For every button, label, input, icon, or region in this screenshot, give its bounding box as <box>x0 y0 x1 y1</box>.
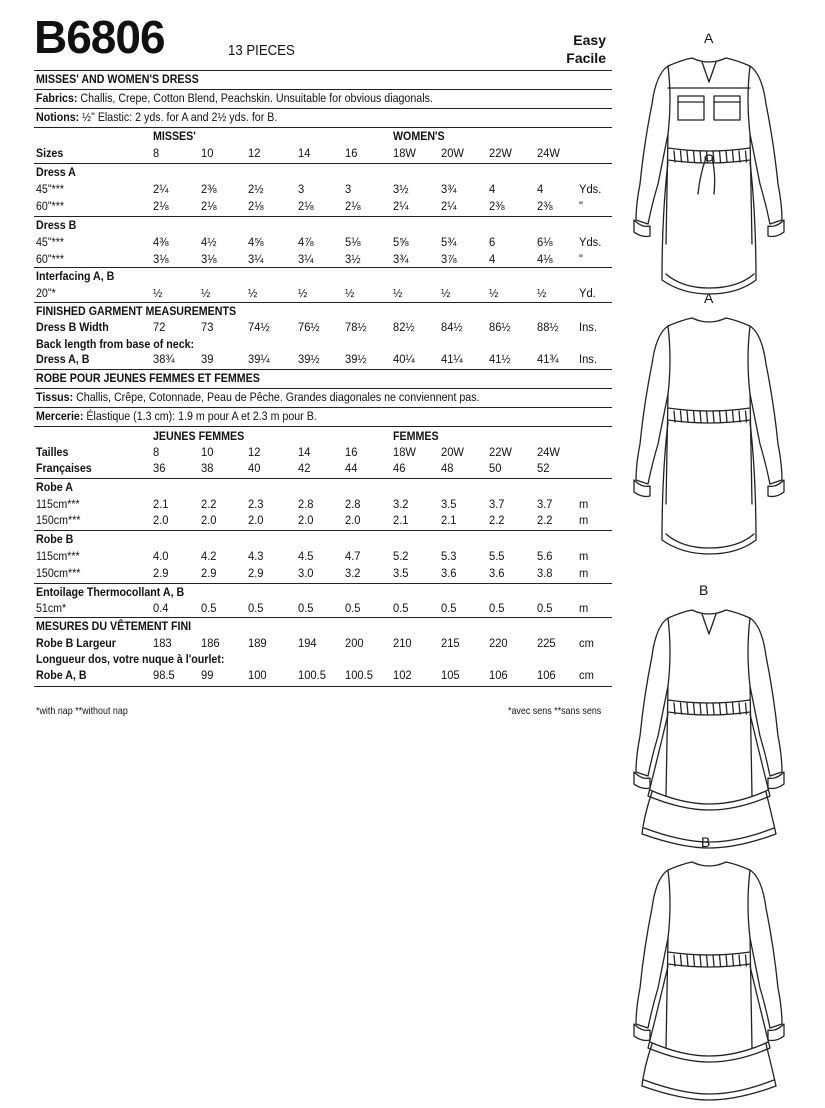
row-value-cell: 3.5 <box>393 566 409 580</box>
row-value-cell: 186 <box>201 636 220 650</box>
row-value-cell: 0.5 <box>489 601 505 615</box>
row-label: 115cm*** <box>36 549 80 563</box>
row-unit: m <box>579 601 589 615</box>
row-label: Dress A, B <box>36 352 90 366</box>
francaise-header-cell: 38 <box>201 461 214 475</box>
row-value-cell: 38¾ <box>153 352 175 366</box>
row-value-cell: 2⅛ <box>201 199 217 213</box>
francaise-header-cell: 50 <box>489 461 502 475</box>
view-letter-2: A <box>704 290 714 306</box>
row-label: 45"*** <box>36 235 65 249</box>
row-value-cell: 0.4 <box>153 601 169 615</box>
row-value-cell: 2.3 <box>248 497 264 511</box>
row-value-cell: 78½ <box>345 320 367 334</box>
row-value-cell: 220 <box>489 636 508 650</box>
row-value-cell: 0.5 <box>345 601 361 615</box>
row-value-cell: 2⅛ <box>153 199 169 213</box>
size-header-cell: 12 <box>248 146 261 160</box>
row-unit: cm <box>579 636 594 650</box>
row-value-cell: 6 <box>489 235 496 249</box>
rule <box>34 89 612 90</box>
footnote-fr: *avec sens **sans sens <box>508 705 602 717</box>
row-value-cell: 4.0 <box>153 549 169 563</box>
size-header-cell: 16 <box>345 146 358 160</box>
row-unit: Yds. <box>579 235 602 249</box>
row-value-cell: 39 <box>201 352 214 366</box>
row-value-cell: 2.2 <box>489 513 505 527</box>
row-value-cell: 2.0 <box>201 513 217 527</box>
row-unit: Yds. <box>579 182 602 196</box>
row-label: MESURES DU VÊTEMENT FINI <box>36 619 192 633</box>
fabrics-line-en-label: Fabrics: <box>36 91 78 105</box>
section-title-fr: ROBE POUR JEUNES FEMMES ET FEMMES <box>36 371 260 385</box>
row-value-cell: 210 <box>393 636 412 650</box>
difficulty-fr: Facile <box>566 50 606 66</box>
taille-header-cell: 22W <box>489 445 512 459</box>
row-value-cell: 2¼ <box>153 182 169 196</box>
row-value-cell: 98.5 <box>153 668 175 682</box>
row-value-cell: 100.5 <box>345 668 373 682</box>
row-value-cell: 2.8 <box>345 497 361 511</box>
row-value-cell: ½ <box>248 286 258 300</box>
size-header-cell: 10 <box>201 146 214 160</box>
row-value-cell: 41¼ <box>441 352 463 366</box>
row-unit: m <box>579 549 589 563</box>
row-value-cell: 0.5 <box>201 601 217 615</box>
row-value-cell: 2.0 <box>153 513 169 527</box>
row-value-cell: 4 <box>489 182 496 196</box>
row-value-cell: 2¼ <box>393 199 409 213</box>
row-label: Robe A <box>36 480 73 494</box>
view-letter-1: A <box>704 30 714 46</box>
row-value-cell: 200 <box>345 636 364 650</box>
taille-header-cell: 24W <box>537 445 560 459</box>
row-value-cell: 3½ <box>345 252 361 266</box>
rule-bottom <box>34 686 612 687</box>
row-value-cell: 3¾ <box>441 182 457 196</box>
group-womens: WOMEN'S <box>393 129 445 143</box>
row-label: 115cm*** <box>36 497 80 511</box>
row-value-cell: 0.5 <box>393 601 409 615</box>
francaise-header-cell: 42 <box>298 461 311 475</box>
row-value-cell: 5.6 <box>537 549 553 563</box>
row-label: Robe B <box>36 532 74 546</box>
fabrics-line-en <box>36 91 433 105</box>
row-value-cell: 2⅛ <box>345 199 361 213</box>
fabrics-line-fr-text: Challis, Crêpe, Cotonnade, Peau de Pêche. Grandes diagonales ne conviennent pas. <box>76 390 480 404</box>
row-value-cell: 4⅛ <box>537 252 553 266</box>
rule <box>34 478 612 479</box>
row-value-cell: 0.5 <box>537 601 553 615</box>
row-value-cell: 3.8 <box>537 566 553 580</box>
group-jeunes-femmes: JEUNES FEMMES <box>153 429 245 443</box>
notions-line-en <box>36 110 277 124</box>
row-value-cell: 86½ <box>489 320 511 334</box>
row-value-cell: 3.7 <box>537 497 553 511</box>
row-value-cell: 2.1 <box>153 497 169 511</box>
group-misses: MISSES' <box>153 129 196 143</box>
row-value-cell: 3.2 <box>345 566 361 580</box>
row-label: 60"*** <box>36 252 65 266</box>
row-value-cell: 183 <box>153 636 172 650</box>
row-value-cell: ½ <box>345 286 355 300</box>
rule <box>34 302 612 303</box>
row-value-cell: 2.0 <box>298 513 314 527</box>
dress-b-back-sketch <box>622 848 797 1108</box>
row-value-cell: 4.2 <box>201 549 217 563</box>
row-value-cell: 2½ <box>248 182 264 196</box>
row-unit: " <box>579 252 583 266</box>
size-header-cell: 20W <box>441 146 464 160</box>
difficulty-level <box>540 31 606 67</box>
row-value-cell: 84½ <box>441 320 463 334</box>
row-value-cell: ½ <box>393 286 403 300</box>
row-label: 150cm*** <box>36 513 81 527</box>
francaise-header-cell: 46 <box>393 461 406 475</box>
row-value-cell: 106 <box>537 668 556 682</box>
row-label: 60"*** <box>36 199 65 213</box>
taille-header-cell: 18W <box>393 445 416 459</box>
footnote-en: *with nap **without nap <box>36 705 128 717</box>
francaises-label: Françaises <box>36 461 92 475</box>
rule <box>34 369 612 370</box>
rule <box>34 426 612 427</box>
view-letter-4: B <box>701 834 711 850</box>
row-value-cell: 76½ <box>298 320 320 334</box>
size-header-cell: 22W <box>489 146 512 160</box>
row-unit: Ins. <box>579 352 597 366</box>
row-value-cell: 2.9 <box>248 566 264 580</box>
row-label: Robe B Largeur <box>36 636 116 650</box>
row-label: 20"* <box>36 286 56 300</box>
row-value-cell: 5.5 <box>489 549 505 563</box>
row-unit: Yd. <box>579 286 596 300</box>
view-letter-3: B <box>699 582 709 598</box>
row-label: Robe A, B <box>36 668 87 682</box>
row-value-cell: 3.2 <box>393 497 409 511</box>
row-value-cell: 5.3 <box>441 549 457 563</box>
row-value-cell: 2.1 <box>393 513 409 527</box>
row-value-cell: 0.5 <box>248 601 264 615</box>
row-value-cell: 4.5 <box>298 549 314 563</box>
taille-header-cell: 16 <box>345 445 358 459</box>
group-femmes: FEMMES <box>393 429 439 443</box>
dress-a-back-sketch <box>622 304 797 564</box>
row-value-cell: 2⅛ <box>298 199 314 213</box>
rule <box>34 388 612 389</box>
francaise-header-cell: 36 <box>153 461 166 475</box>
row-value-cell: 3.7 <box>489 497 505 511</box>
rule <box>34 583 612 584</box>
row-unit: m <box>579 566 589 580</box>
rule <box>34 163 612 164</box>
rule-top <box>34 70 612 71</box>
size-header-cell: 14 <box>298 146 311 160</box>
row-label: Dress A <box>36 165 76 179</box>
row-value-cell: 2.8 <box>298 497 314 511</box>
rule <box>34 267 612 268</box>
row-label: Dress B <box>36 218 77 232</box>
rule <box>34 127 612 128</box>
row-value-cell: ½ <box>537 286 547 300</box>
rule <box>34 617 612 618</box>
row-value-cell: 5.2 <box>393 549 409 563</box>
notions-line-en-text: ½" Elastic: 2 yds. for A and 2½ yds. for B. <box>82 110 278 124</box>
row-value-cell: 102 <box>393 668 412 682</box>
row-value-cell: 6⅛ <box>537 235 553 249</box>
row-label: Entoilage Thermocollant A, B <box>36 585 185 599</box>
size-header-cell: 18W <box>393 146 416 160</box>
row-unit: m <box>579 497 589 511</box>
taille-header-cell: 12 <box>248 445 261 459</box>
row-value-cell: 72 <box>153 320 166 334</box>
fabrics-line-en-text: Challis, Crepe, Cotton Blend, Peachskin. Unsuitable for obvious diagonals. <box>80 91 433 105</box>
row-label: FINISHED GARMENT MEASUREMENTS <box>36 304 237 318</box>
size-header-cell: 8 <box>153 146 160 160</box>
dress-b-front-sketch <box>622 596 797 856</box>
row-value-cell: 3.5 <box>441 497 457 511</box>
row-value-cell: 3 <box>345 182 352 196</box>
row-value-cell: 2¼ <box>441 199 457 213</box>
row-value-cell: 4.3 <box>248 549 264 563</box>
row-value-cell: 39¼ <box>248 352 270 366</box>
row-value-cell: 88½ <box>537 320 559 334</box>
row-value-cell: 2.1 <box>441 513 457 527</box>
row-value-cell: ½ <box>153 286 163 300</box>
notions-line-fr <box>36 409 317 423</box>
row-value-cell: 3¼ <box>248 252 264 266</box>
francaise-header-cell: 48 <box>441 461 454 475</box>
rule <box>34 530 612 531</box>
row-value-cell: 4⅞ <box>298 235 314 249</box>
taille-header-cell: 14 <box>298 445 311 459</box>
notions-line-en-label: Notions: <box>36 110 80 124</box>
row-label: 51cm* <box>36 601 67 615</box>
row-unit: " <box>579 199 583 213</box>
row-value-cell: 40¼ <box>393 352 415 366</box>
row-value-cell: 41¾ <box>537 352 559 366</box>
row-value-cell: 99 <box>201 668 214 682</box>
row-value-cell: 100 <box>248 668 267 682</box>
difficulty-en: Easy <box>573 32 606 48</box>
row-value-cell: 0.5 <box>441 601 457 615</box>
francaise-header-cell: 52 <box>537 461 550 475</box>
fabrics-line-fr-label: Tissus: <box>36 390 74 404</box>
row-value-cell: 3⅛ <box>201 252 217 266</box>
row-value-cell: ½ <box>298 286 308 300</box>
row-value-cell: 3 <box>298 182 305 196</box>
row-value-cell: 39½ <box>298 352 320 366</box>
row-label: Interfacing A, B <box>36 269 115 283</box>
row-label: Back length from base of neck: <box>36 337 195 351</box>
size-header-cell: 24W <box>537 146 560 160</box>
row-value-cell: 4⅜ <box>153 235 169 249</box>
row-value-cell: 74½ <box>248 320 270 334</box>
row-label: Dress B Width <box>36 320 109 334</box>
francaise-header-cell: 40 <box>248 461 261 475</box>
row-value-cell: 194 <box>298 636 317 650</box>
row-value-cell: 3.6 <box>489 566 505 580</box>
taille-header-cell: 20W <box>441 445 464 459</box>
row-label: 150cm*** <box>36 566 81 580</box>
row-value-cell: 2.9 <box>153 566 169 580</box>
row-value-cell: 2.9 <box>201 566 217 580</box>
row-unit: m <box>579 513 589 527</box>
row-value-cell: 189 <box>248 636 267 650</box>
row-value-cell: 2⅛ <box>248 199 264 213</box>
row-value-cell: 4⅝ <box>248 235 264 249</box>
pieces-count: 13 PIECES <box>228 42 295 59</box>
row-value-cell: 5¾ <box>441 235 457 249</box>
rule <box>34 407 612 408</box>
dress-a-front-sketch <box>622 44 797 304</box>
sizes-label: Sizes <box>36 146 64 160</box>
row-value-cell: 2.0 <box>248 513 264 527</box>
row-value-cell: 4 <box>537 182 544 196</box>
row-value-cell: ½ <box>441 286 451 300</box>
row-value-cell: 39½ <box>345 352 367 366</box>
row-value-cell: 3⅛ <box>153 252 169 266</box>
fabrics-line-fr <box>36 390 480 404</box>
pattern-number: B6806 <box>34 11 165 63</box>
row-value-cell: 4.7 <box>345 549 361 563</box>
row-value-cell: 2⅜ <box>201 182 217 196</box>
row-value-cell: ½ <box>201 286 211 300</box>
row-value-cell: 82½ <box>393 320 415 334</box>
row-value-cell: 2.2 <box>201 497 217 511</box>
row-value-cell: 225 <box>537 636 556 650</box>
row-label: Longueur dos, votre nuque à l'ourlet: <box>36 652 225 666</box>
taille-header-cell: 10 <box>201 445 214 459</box>
row-value-cell: 106 <box>489 668 508 682</box>
rule <box>34 216 612 217</box>
row-value-cell: 2⅜ <box>489 199 505 213</box>
row-value-cell: 5⅛ <box>345 235 361 249</box>
row-unit: cm <box>579 668 594 682</box>
row-value-cell: 0.5 <box>298 601 314 615</box>
row-value-cell: 41½ <box>489 352 511 366</box>
row-value-cell: 2⅜ <box>537 199 553 213</box>
francaise-header-cell: 44 <box>345 461 358 475</box>
row-value-cell: 2.0 <box>345 513 361 527</box>
row-value-cell: 105 <box>441 668 460 682</box>
row-label: 45"*** <box>36 182 65 196</box>
row-value-cell: 4 <box>489 252 496 266</box>
row-value-cell: 100.5 <box>298 668 326 682</box>
row-unit: Ins. <box>579 320 597 334</box>
row-value-cell: ½ <box>489 286 499 300</box>
row-value-cell: 3⅞ <box>441 252 457 266</box>
row-value-cell: 3.0 <box>298 566 314 580</box>
row-value-cell: 73 <box>201 320 214 334</box>
section-title-en: MISSES' AND WOMEN'S DRESS <box>36 72 199 86</box>
notions-line-fr-text: Élastique (1.3 cm): 1.9 m pour A et 2.3 m pour B. <box>86 409 317 423</box>
row-value-cell: 3.6 <box>441 566 457 580</box>
row-value-cell: 3¼ <box>298 252 314 266</box>
row-value-cell: 3½ <box>393 182 409 196</box>
notions-line-fr-label: Mercerie: <box>36 409 84 423</box>
row-value-cell: 4½ <box>201 235 217 249</box>
row-value-cell: 3¾ <box>393 252 409 266</box>
tailles-label: Tailles <box>36 445 69 459</box>
taille-header-cell: 8 <box>153 445 160 459</box>
row-value-cell: 5⅝ <box>393 235 409 249</box>
rule <box>34 108 612 109</box>
row-value-cell: 2.2 <box>537 513 553 527</box>
row-value-cell: 215 <box>441 636 460 650</box>
